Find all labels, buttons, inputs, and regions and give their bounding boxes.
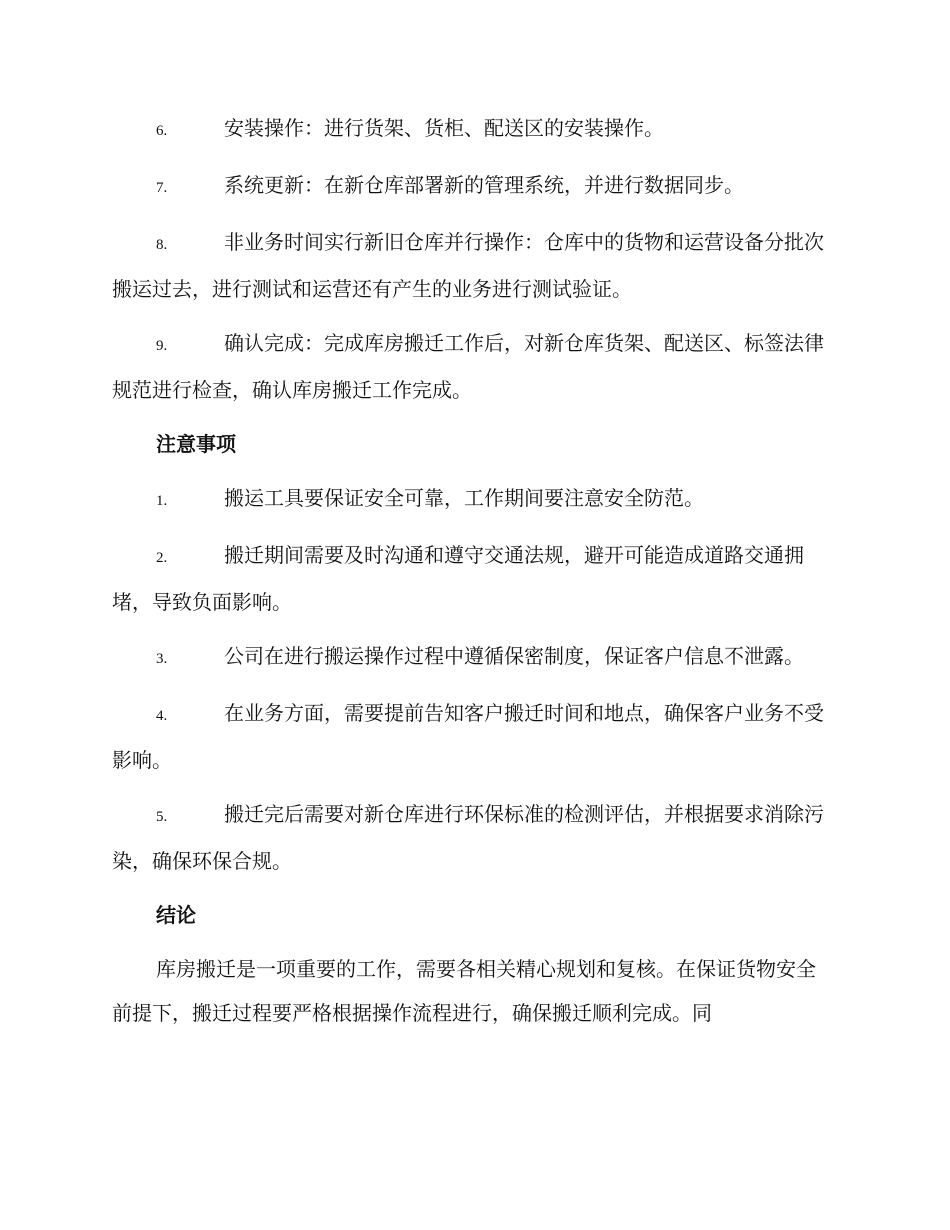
list-number: 7. xyxy=(156,180,168,196)
list-number: 1. xyxy=(156,493,168,509)
list-item-note-2 xyxy=(112,533,832,624)
list-item-note-4 xyxy=(112,691,832,782)
list-number: 3. xyxy=(156,651,168,667)
list-text: 系统更新：在新仓库部署新的管理系统，并进行数据同步。 xyxy=(224,173,744,197)
list-item-step-8 xyxy=(112,220,832,311)
section-heading-notes: 注意事项 xyxy=(156,432,236,456)
list-item-step-7 xyxy=(112,163,832,210)
section-heading-conclusion: 结论 xyxy=(156,903,196,927)
list-text: 搬运工具要保证安全可靠，工作期间要注意安全防范。 xyxy=(224,486,704,510)
list-text: 搬迁期间需要及时沟通和遵守交通法规，避开可能造成道路交通拥堵，导致负面影响。 xyxy=(112,543,804,614)
document-body xyxy=(112,106,832,1035)
list-item-step-6 xyxy=(112,106,832,153)
conclusion-paragraph: 库房搬迁是一项重要的工作，需要各相关精心规划和复核。在保证货物安全前提下，搬迁过程要严格根据操作流程进行，确保搬迁顺利完成。同 xyxy=(112,957,816,1025)
list-text: 搬迁完后需要对新仓库进行环保标准的检测评估，并根据要求消除污染，确保环保合规。 xyxy=(112,802,824,873)
list-item-step-9 xyxy=(112,321,832,412)
list-number: 5. xyxy=(156,809,168,825)
list-number: 8. xyxy=(156,237,168,253)
list-text: 公司在进行搬运操作过程中遵循保密制度，保证客户信息不泄露。 xyxy=(224,644,804,668)
list-number: 9. xyxy=(156,338,168,354)
list-number: 6. xyxy=(156,123,168,139)
list-item-note-3 xyxy=(112,634,832,681)
list-text: 确认完成：完成库房搬迁工作后，对新仓库货架、配送区、标签法律规范进行检查，确认库房搬迁工作完成。 xyxy=(112,331,824,402)
list-text: 安装操作：进行货架、货柜、配送区的安装操作。 xyxy=(224,116,664,140)
list-text: 在业务方面，需要提前告知客户搬迁时间和地点，确保客户业务不受影响。 xyxy=(112,701,824,772)
list-text: 非业务时间实行新旧仓库并行操作：仓库中的货物和运营设备分批次搬运过去，进行测试和运营还有产生的业务进行测试验证。 xyxy=(112,230,824,301)
list-number: 4. xyxy=(156,708,168,724)
list-item-note-5 xyxy=(112,792,832,883)
list-item-note-1 xyxy=(112,476,832,523)
list-number: 2. xyxy=(156,550,168,566)
